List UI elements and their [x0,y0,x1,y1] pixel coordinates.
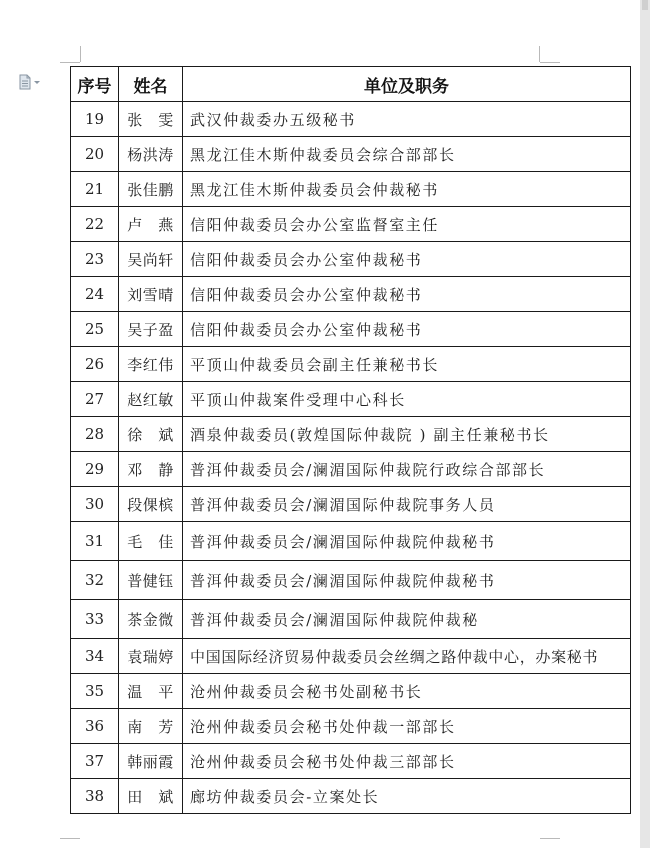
table-row [71,779,631,814]
row-unit: 平顶山仲裁案件受理中心科长 [183,382,631,417]
row-unit: 黑龙江佳木斯仲裁委员会综合部部长 [183,137,631,172]
header-unit: 单位及职务 [183,67,631,102]
table-row [71,102,631,137]
table-row [71,242,631,277]
row-unit: 沧州仲裁委员会秘书处副秘书长 [183,674,631,709]
row-name: 吴尚轩 [119,242,183,277]
row-name: 张 雯 [119,102,183,137]
vertical-scrollbar[interactable] [640,0,650,848]
row-unit: 廊坊仲裁委员会-立案处长 [183,779,631,814]
table-row [71,207,631,242]
row-unit: 酒泉仲裁委员(敦煌国际仲裁院 ) 副主任兼秘书长 [183,417,631,452]
row-name: 南 芳 [119,709,183,744]
row-unit: 沧州仲裁委员会秘书处仲裁一部部长 [183,709,631,744]
row-unit: 信阳仲裁委员会办公室仲裁秘书 [183,312,631,347]
row-seq: 29 [71,452,119,487]
row-name: 卢 燕 [119,207,183,242]
row-name: 田 斌 [119,779,183,814]
row-seq: 28 [71,417,119,452]
table-row [71,674,631,709]
table-row [71,639,631,674]
table-row [71,172,631,207]
row-unit: 沧州仲裁委员会秘书处仲裁三部部长 [183,744,631,779]
row-seq: 32 [71,561,119,600]
personnel-table [70,66,631,814]
scrollbar-thumb[interactable] [642,0,648,10]
row-name: 刘雪晴 [119,277,183,312]
row-seq: 35 [71,674,119,709]
table-row [71,312,631,347]
row-name: 温 平 [119,674,183,709]
crop-mark-top-right-h [540,62,560,63]
row-name: 邓 静 [119,452,183,487]
row-unit: 平顶山仲裁委员会副主任兼秘书长 [183,347,631,382]
row-name: 韩丽霞 [119,744,183,779]
table-row [71,487,631,522]
row-unit: 武汉仲裁委办五级秘书 [183,102,631,137]
row-seq: 23 [71,242,119,277]
table-row [71,709,631,744]
table-row [71,744,631,779]
row-name: 袁瑞婷 [119,639,183,674]
table-row [71,452,631,487]
row-seq: 26 [71,347,119,382]
row-name: 张佳鹏 [119,172,183,207]
row-unit: 普洱仲裁委员会/澜湄国际仲裁院仲裁秘 [183,600,631,639]
row-name: 普健钰 [119,561,183,600]
row-name: 毛 佳 [119,522,183,561]
row-seq: 31 [71,522,119,561]
table-header-row [71,67,631,102]
row-name: 段倮槟 [119,487,183,522]
crop-mark-bottom-right [540,838,560,839]
row-seq: 34 [71,639,119,674]
row-unit: 普洱仲裁委员会/澜湄国际仲裁院仲裁秘书 [183,522,631,561]
row-unit: 信阳仲裁委员会办公室仲裁秘书 [183,242,631,277]
row-seq: 36 [71,709,119,744]
row-seq: 37 [71,744,119,779]
row-unit: 普洱仲裁委员会/澜湄国际仲裁院行政综合部部长 [183,452,631,487]
row-seq: 27 [71,382,119,417]
crop-mark-top-right [539,46,540,62]
crop-mark-top-left-h [60,62,80,63]
table-row [71,347,631,382]
header-name: 姓名 [119,67,183,102]
crop-mark-top-left [80,46,81,62]
row-name: 吴子盈 [119,312,183,347]
table-row [71,382,631,417]
row-unit: 信阳仲裁委员会办公室监督室主任 [183,207,631,242]
table-row [71,277,631,312]
row-unit: 普洱仲裁委员会/澜湄国际仲裁院事务人员 [183,487,631,522]
row-seq: 33 [71,600,119,639]
table-row [71,522,631,561]
row-name: 茶金微 [119,600,183,639]
header-seq: 序号 [71,67,119,102]
row-seq: 24 [71,277,119,312]
row-unit: 中国国际经济贸易仲裁委员会丝绸之路仲裁中心，办案秘书 [183,639,631,674]
row-seq: 20 [71,137,119,172]
table-row [71,137,631,172]
crop-mark-bottom-left [60,838,80,839]
row-seq: 38 [71,779,119,814]
table-row [71,600,631,639]
row-seq: 21 [71,172,119,207]
row-seq: 22 [71,207,119,242]
table-row [71,417,631,452]
document-icon[interactable] [18,74,42,90]
row-name: 徐 斌 [119,417,183,452]
table-row [71,561,631,600]
row-unit: 黑龙江佳木斯仲裁委员会仲裁秘书 [183,172,631,207]
row-seq: 19 [71,102,119,137]
row-unit: 信阳仲裁委员会办公室仲裁秘书 [183,277,631,312]
row-unit: 普洱仲裁委员会/澜湄国际仲裁院仲裁秘书 [183,561,631,600]
row-name: 李红伟 [119,347,183,382]
row-seq: 25 [71,312,119,347]
row-seq: 30 [71,487,119,522]
row-name: 赵红敏 [119,382,183,417]
row-name: 杨洪涛 [119,137,183,172]
